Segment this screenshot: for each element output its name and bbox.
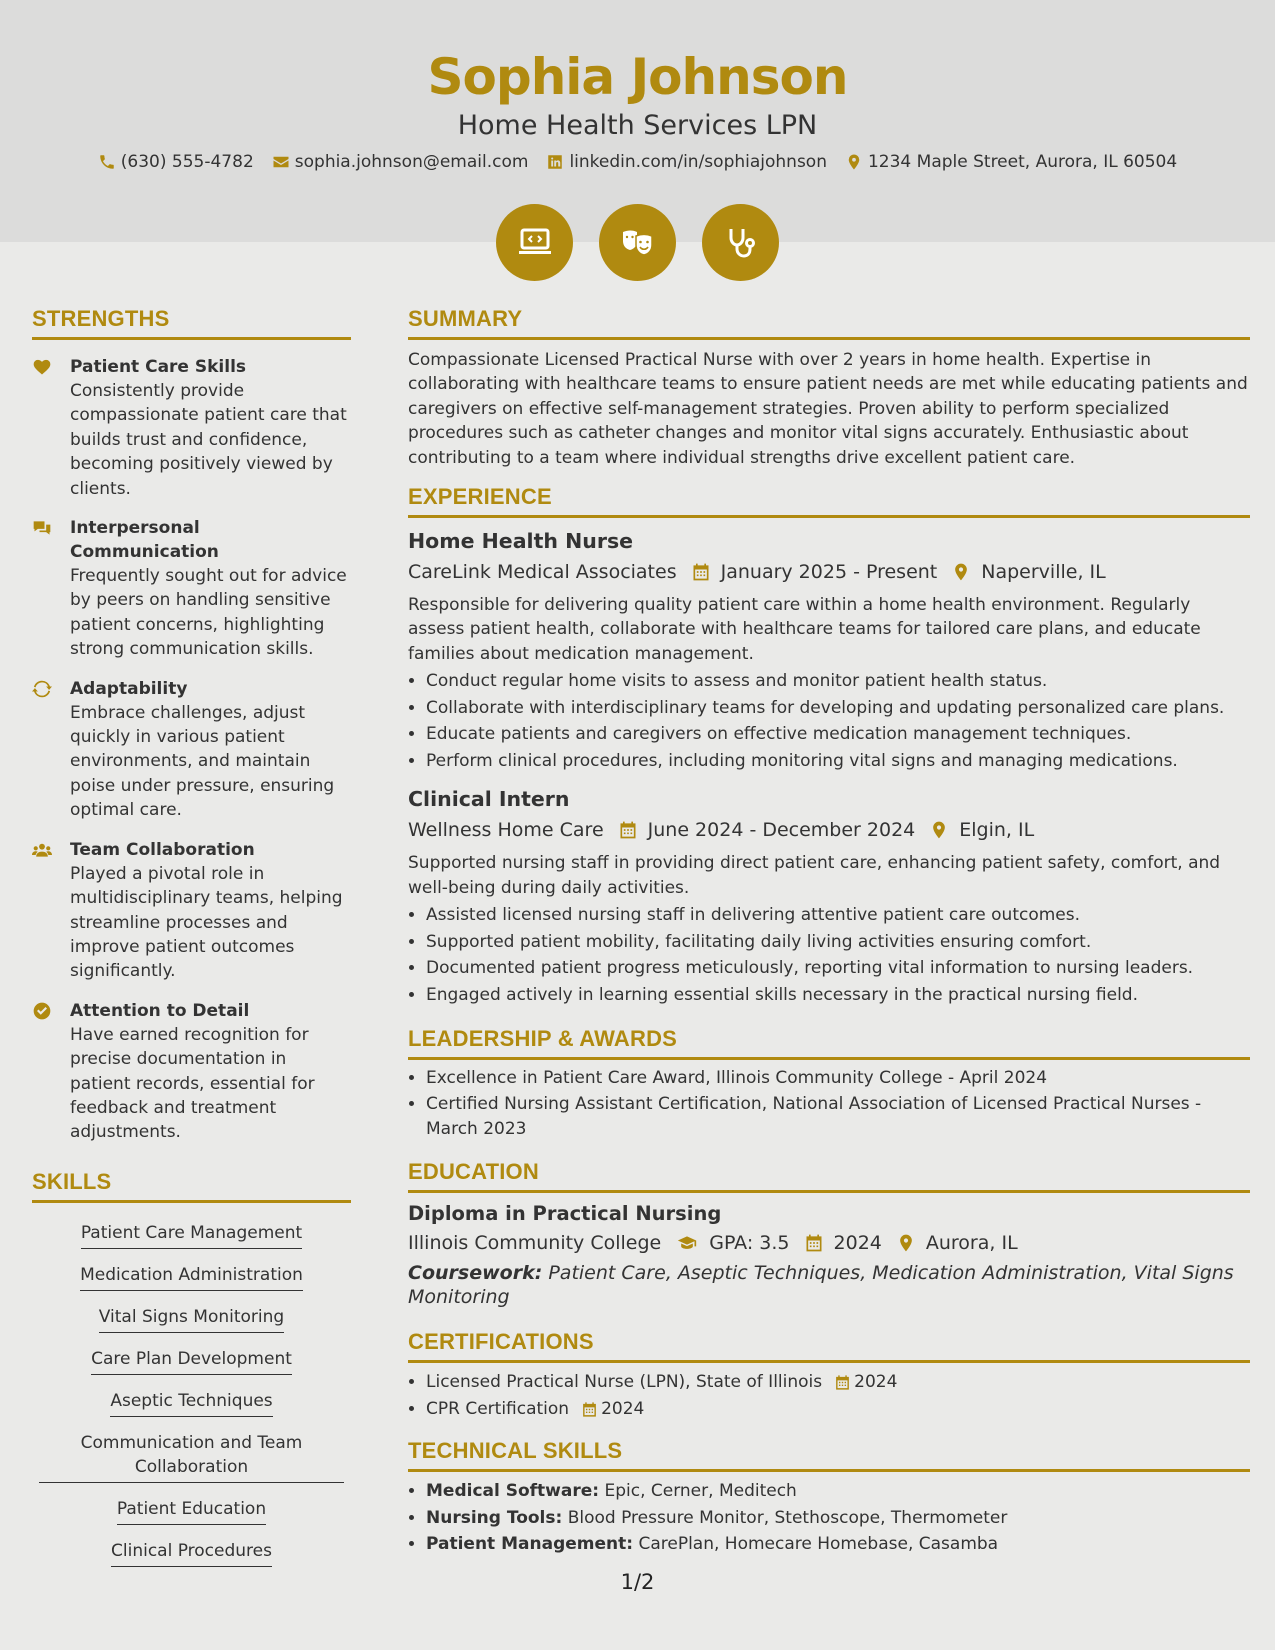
education-meta [408,1230,1250,1256]
certifications-list [408,1369,1250,1422]
school-name: Illinois Community College [408,1232,662,1255]
contact-linkedin[interactable] [546,152,827,172]
certification-item [426,1396,1250,1423]
certification-name: • CPR Certification [426,1398,570,1419]
technical-value: CarePlan, Homecare Homebase, Casamba [633,1534,999,1555]
map-marker-icon [929,820,949,840]
email-text: sophia.johnson@email.com [294,152,529,172]
strength-item [32,355,351,501]
strength-title: Team Collaboration [70,839,255,860]
technical-skills-heading: TECHNICAL SKILLS [408,1438,1250,1472]
technical-skills-list [408,1478,1250,1558]
awards-heading: LEADERSHIP & AWARDS [408,1026,1250,1060]
address-text: 1234 Maple Street, Aurora, IL 60504 [867,152,1178,172]
award-item: • Certified Nursing Assistant Certification, National Association of Licensed Practical Nurses - March 2023 [426,1092,1250,1141]
contact-bar [0,152,1275,172]
candidate-name: Sophia Johnson [427,48,848,106]
strength-title: Adaptability [70,678,188,699]
technical-label: Patient Management: [426,1534,634,1555]
job-location: Elgin, IL [959,819,1035,842]
graduation-cap-icon [675,1233,699,1253]
bullet-item: • Documented patient progress meticulously, reporting vital information to nursing leaders. [426,955,1250,982]
certification-item [426,1369,1250,1396]
strength-title: Patient Care Skills [70,357,247,377]
calendar-icon [804,1233,824,1253]
degree-title: Diploma in Practical Nursing [408,1202,722,1226]
linkedin-text: linkedin.com/in/sophiajohnson [569,152,827,172]
contact-address [845,152,1177,172]
strength-title: Attention to Detail [70,1000,250,1021]
skill-item: Medication Administration [80,1261,303,1291]
laptop-code-badge [496,204,573,281]
calendar-icon [691,562,711,582]
skill-item: Aseptic Techniques [110,1387,272,1417]
job-meta [408,817,1250,843]
technical-value: Blood Pressure Monitor, Stethoscope, Thermometer [562,1507,1008,1528]
left-column [32,306,351,1573]
technical-item [426,1505,1250,1532]
stethoscope-icon [721,223,761,263]
stethoscope-badge [702,204,779,281]
skill-item: Patient Care Management [81,1219,302,1249]
calendar-icon [834,1374,851,1391]
gpa: GPA: 3.5 [709,1232,790,1255]
bullet-item: • Collaborate with interdisciplinary teams for developing and updating personalized care plans. [426,695,1250,722]
map-marker-icon [845,153,863,171]
theater-masks-badge [599,204,676,281]
calendar-icon [581,1401,598,1418]
summary-heading: SUMMARY [408,306,1250,340]
skill-item: Care Plan Development [91,1345,292,1375]
job-desc: Supported nursing staff in providing direct patient care, enhancing patient safety, comfort, and well-being during daily activities. [408,853,1221,898]
job-company: CareLink Medical Associates [408,561,677,584]
technical-item [426,1478,1250,1505]
laptop-code-icon [515,223,555,263]
strength-title: Interpersonal Communication [70,518,219,563]
graduation-year: 2024 [833,1232,882,1255]
strength-desc: Consistently provide compassionate patient care that builds trust and confidence, becoming positively viewed by clients. [70,381,347,499]
certifications-heading: CERTIFICATIONS [408,1329,1250,1363]
job-location: Naperville, IL [981,561,1106,584]
technical-label: Nursing Tools: [426,1507,563,1528]
strength-desc: Embrace challenges, adjust quickly in various patient environments, and maintain poise under pressure, ensuring optimal care. [70,702,335,821]
envelope-icon [272,153,290,171]
linkedin-icon [546,153,564,171]
strength-item [32,677,351,823]
certification-year: 2024 [854,1372,898,1393]
technical-label: Medical Software: [426,1481,600,1502]
job-dates: January 2025 - Present [720,561,938,584]
job-company: Wellness Home Care [408,819,604,842]
bullet-item: • Conduct regular home visits to assess and monitor patient health status. [426,668,1250,695]
right-column [408,306,1250,1558]
job-bullets [408,668,1250,774]
candidate-title: Home Health Services LPN [457,110,818,141]
skill-item: Communication and Team Collaboration [39,1429,344,1483]
job-dates: June 2024 - December 2024 [647,819,916,842]
users-icon [32,840,52,860]
certification-name: • Licensed Practical Nurse (LPN), State of Illinois [426,1372,823,1393]
experience-heading: EXPERIENCE [408,484,1250,518]
coursework-text: Patient Care, Aseptic Techniques, Medication Administration, Vital Signs Monitoring [408,1262,1234,1309]
skill-item: Clinical Procedures [111,1537,272,1567]
check-circle-icon [32,1001,52,1021]
awards-list [408,1066,1250,1141]
job-title: Clinical Intern [408,787,570,812]
theater-masks-icon [618,223,658,263]
strength-item [32,516,351,662]
skills-list [32,1213,351,1573]
skill-item: Vital Signs Monitoring [99,1303,284,1333]
strength-desc: Played a pivotal role in multidisciplinary teams, helping streamline processes and improve patient outcomes significantly. [70,863,343,982]
skill-item: Patient Education [117,1495,266,1525]
job-desc: Responsible for delivering quality patient care within a home health environment. Regularly assess patient health, collaborate with healthcare teams for tailored care plans, and educate families about medication management. [408,595,1201,664]
map-marker-icon [951,562,971,582]
job-meta [408,559,1250,585]
bullet-item: • Educate patients and caregivers on effective medication management techniques. [426,721,1250,748]
strength-desc: Have earned recognition for precise documentation in patient records, essential for feedback and treatment adjustments. [70,1024,315,1143]
contact-phone[interactable] [98,152,254,172]
strength-desc: Frequently sought out for advice by peers on handling sensitive patient concerns, highlighting strong communication skills. [70,566,347,660]
job-bullets [408,902,1250,1008]
skills-heading: SKILLS [32,1169,351,1203]
bullet-item: • Assisted licensed nursing staff in delivering attentive patient care outcomes. [426,902,1250,929]
strengths-heading: STRENGTHS [32,306,351,340]
technical-value: Epic, Cerner, Meditech [599,1481,797,1502]
calendar-icon [618,820,638,840]
school-location: Aurora, IL [925,1232,1018,1255]
coursework [408,1261,1250,1309]
contact-email[interactable] [272,152,529,172]
summary-text: Compassionate Licensed Practical Nurse with over 2 years in home health. Expertise in collaborating with healthcare teams to ensure patient needs are met while educating patients and caregivers on effective self-management strategies. Proven ability to perform specialized procedures such as catheter changes and monitor vital signs accurately. Enthusiastic about contributing to a team where individual strengths drive excellent patient care. [408,350,1248,468]
bullet-item: • Supported patient mobility, facilitating daily living activities ensuring comfort. [426,929,1250,956]
strength-item [32,838,351,984]
bullet-item: • Perform clinical procedures, including monitoring vital signs and managing medications. [426,748,1250,775]
heart-icon [32,357,52,377]
phone-text: (630) 555-4782 [120,152,254,172]
phone-icon [98,153,116,171]
strength-item [32,999,351,1145]
award-item: • Excellence in Patient Care Award, Illinois Community College - April 2024 [426,1066,1250,1090]
technical-item [426,1531,1250,1558]
job-title: Home Health Nurse [408,529,634,554]
sync-icon [32,679,52,699]
education-heading: EDUCATION [408,1159,1250,1193]
page-number: 1/2 [620,1570,655,1594]
comments-icon [32,518,52,538]
map-marker-icon [896,1233,916,1253]
certification-year: 2024 [601,1398,645,1419]
bullet-item: • Engaged actively in learning essential skills necessary in the practical nursing field. [426,982,1250,1009]
badge-icons [0,204,1275,281]
coursework-label: Coursework: [408,1262,543,1285]
